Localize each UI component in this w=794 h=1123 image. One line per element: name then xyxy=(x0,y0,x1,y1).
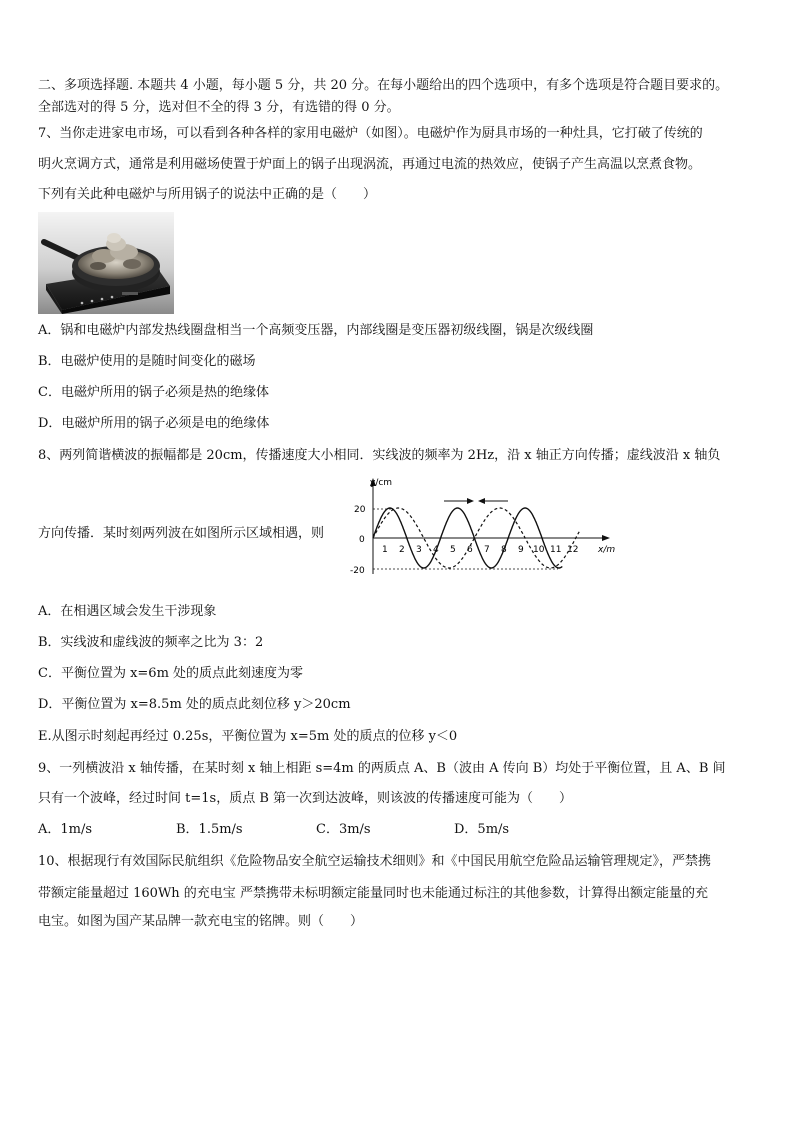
q10-stem-line1: 10、根据现行有效国际民航组织《危险物品安全航空运输技术细则》和《中国民用航空危险品运输管理规定》，严禁携 xyxy=(38,854,712,869)
x-tick-12: 12 xyxy=(567,545,579,555)
q9-option-b: B．1.5m/s xyxy=(176,822,243,837)
y-tick-20: 20 xyxy=(354,505,366,515)
q9-option-c: C．3m/s xyxy=(316,822,371,837)
x-tick-4: 4 xyxy=(433,545,439,555)
x-tick-5: 5 xyxy=(450,545,456,555)
q10-stem-line2: 带额定能量超过 160Wh 的充电宝 严禁携带未标明额定能量同时也未能通过标注的其他参数，计算得出额定能量的充 xyxy=(38,886,708,901)
x-axis-arrow xyxy=(602,535,610,541)
q7-option-b: B．电磁炉使用的是随时间变化的磁场 xyxy=(38,354,256,369)
q8-option-d: D．平衡位置为 x=8.5m 处的质点此刻位移 y＞20cm xyxy=(38,697,351,712)
x-tick-7: 7 xyxy=(484,545,490,555)
q9-option-d: D．5m/s xyxy=(454,822,510,837)
q8-option-c: C．平衡位置为 x=6m 处的质点此刻速度为零 xyxy=(38,666,304,681)
q8-option-b: B．实线波和虚线波的频率之比为 3：2 xyxy=(38,635,264,650)
x-tick-2: 2 xyxy=(399,545,405,555)
wave-figure xyxy=(340,472,620,584)
x-tick-3: 3 xyxy=(416,545,422,555)
y-tick-neg20: -20 xyxy=(350,566,365,576)
y-tick-0: 0 xyxy=(359,535,365,545)
dashed-wave-direction-arrowhead xyxy=(478,498,485,504)
x-tick-8: 8 xyxy=(501,545,507,555)
q7-option-d: D．电磁炉所用的锅子必须是电的绝缘体 xyxy=(38,416,270,431)
q7-stem-line1: 7、当你走进家电市场，可以看到各种各样的家用电磁炉（如图）。电磁炉作为厨具市场的一种灶具，它打破了传统的 xyxy=(38,126,703,141)
x-axis-label: x/m xyxy=(598,545,616,555)
q7-stem-line3: 下列有关此种电磁炉与所用锅子的说法中正确的是（ ） xyxy=(38,187,377,202)
induction-cooker-photo xyxy=(38,212,174,314)
q7-stem-line2: 明火烹调方式，通常是利用磁场使置于炉面上的锅子出现涡流，再通过电流的热效应，使锅子产生高温以烹煮食物。 xyxy=(38,157,702,172)
q9-option-a: A．1m/s xyxy=(38,822,93,837)
q9-options xyxy=(38,822,509,838)
q7-option-a: A．锅和电磁炉内部发热线圈盘相当一个高频变压器，内部线圈是变压器初级线圈，锅是次级线圈 xyxy=(38,323,594,338)
q10-stem-line3: 电宝。如图为国产某品牌一款充电宝的铭牌。则（ ） xyxy=(38,914,364,929)
q8-stem-line2: 方向传播．某时刻两列波在如图所示区域相遇，则 xyxy=(38,526,325,541)
x-tick-10: 10 xyxy=(533,545,545,555)
x-tick-6: 6 xyxy=(467,545,473,555)
q8-option-a: A．在相遇区域会发生干涉现象 xyxy=(38,604,217,619)
section-header-line1: 二、多项选择题. 本题共 4 小题，每小题 5 分，共 20 分。在每小题给出的四个选项中，有多个选项是符合题目要求的。 xyxy=(38,78,729,93)
y-axis-label: y/cm xyxy=(370,478,393,488)
section-header-line2: 全部选对的得 5 分，选对但不全的得 3 分，有选错的得 0 分。 xyxy=(38,100,400,115)
q9-stem-line1: 9、一列横波沿 x 轴传播，在某时刻 x 轴上相距 s=4m 的两质点 A、B（波由 A 传向 B）均处于平衡位置，且 A、B 间 xyxy=(38,761,726,776)
q8-option-e: E.从图示时刻起再经过 0.25s，平衡位置为 x=5m 处的质点的位移 y＜0 xyxy=(38,729,458,744)
solid-wave-direction-arrowhead xyxy=(467,498,474,504)
q8-stem-line1: 8、两列简谐横波的振幅都是 20cm，传播速度大小相同．实线波的频率为 2Hz，沿 x 轴正方向传播；虚线波沿 x 轴负 xyxy=(38,448,721,463)
x-tick-9: 9 xyxy=(518,545,524,555)
q9-stem-line2: 只有一个波峰，经过时间 t=1s，质点 B 第一次到达波峰，则该波的传播速度可能为（ ） xyxy=(38,791,573,806)
x-tick-1: 1 xyxy=(382,545,388,555)
x-tick-11: 11 xyxy=(550,545,562,555)
q7-option-c: C．电磁炉所用的锅子必须是热的绝缘体 xyxy=(38,385,269,400)
